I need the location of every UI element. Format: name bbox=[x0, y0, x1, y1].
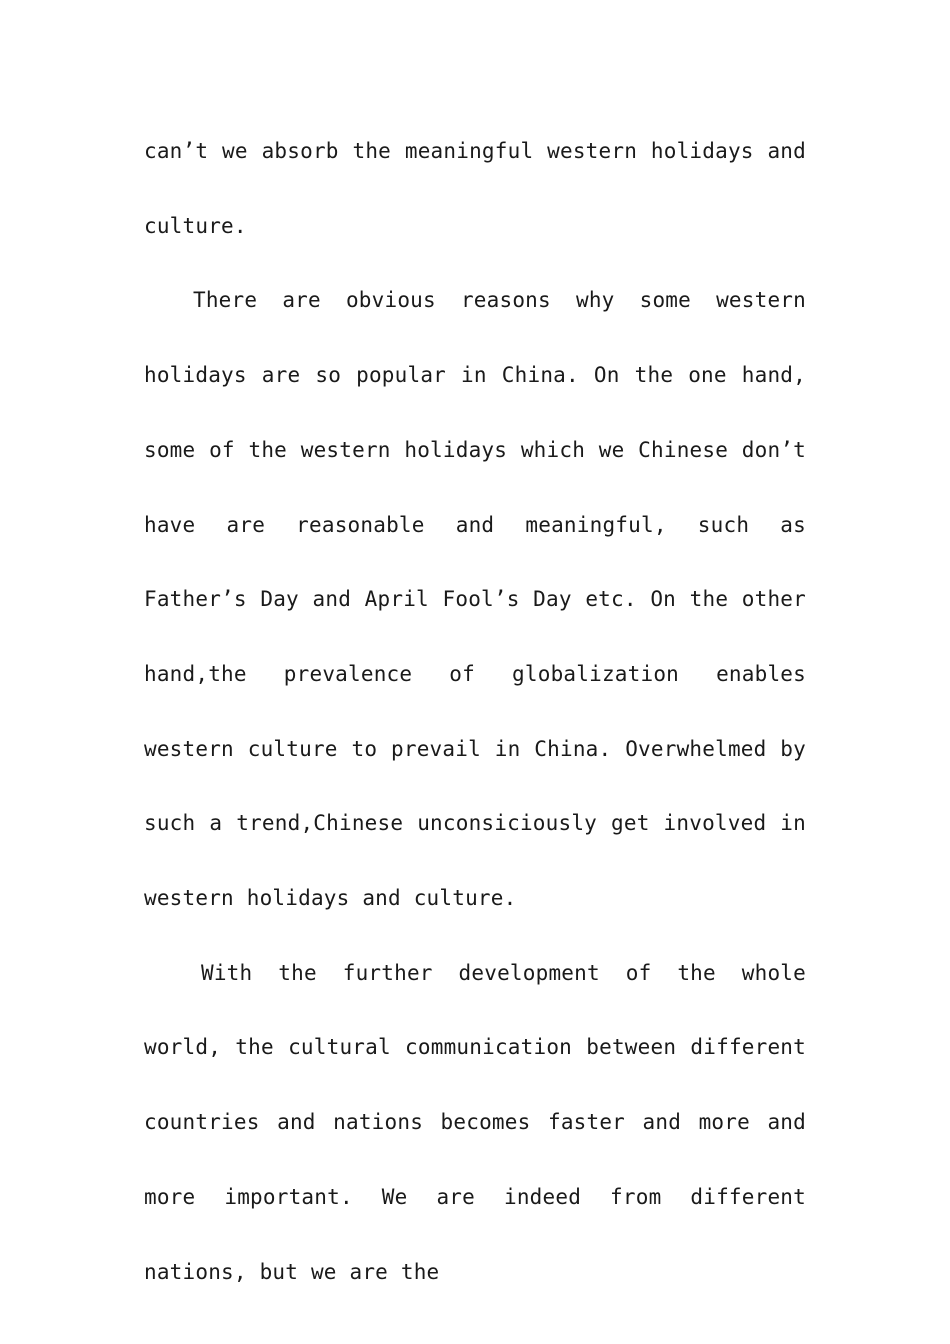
paragraph-development: With the further development of the whole world, the cultural communication between different countries and nations becomes faster and more and more important. We are indeed from different nations, but we are the bbox=[144, 960, 806, 1284]
paragraph-continuation: can’t we absorb the meaningful western holidays and culture. bbox=[144, 139, 806, 238]
paragraph-reasons: There are obvious reasons why some western holidays are so popular in China. On the one hand, some of the western holidays which we Chinese don’t have are reasonable and meaningful, such as Father’s Day and April Fool’s Day etc. On the other hand,the prevalence of globalization enables western culture to prevail in China. Overwhelmed by such a trend,Chinese unconsiciously get involved in western holidays and culture. bbox=[144, 288, 806, 911]
document-body bbox=[144, 114, 806, 1309]
